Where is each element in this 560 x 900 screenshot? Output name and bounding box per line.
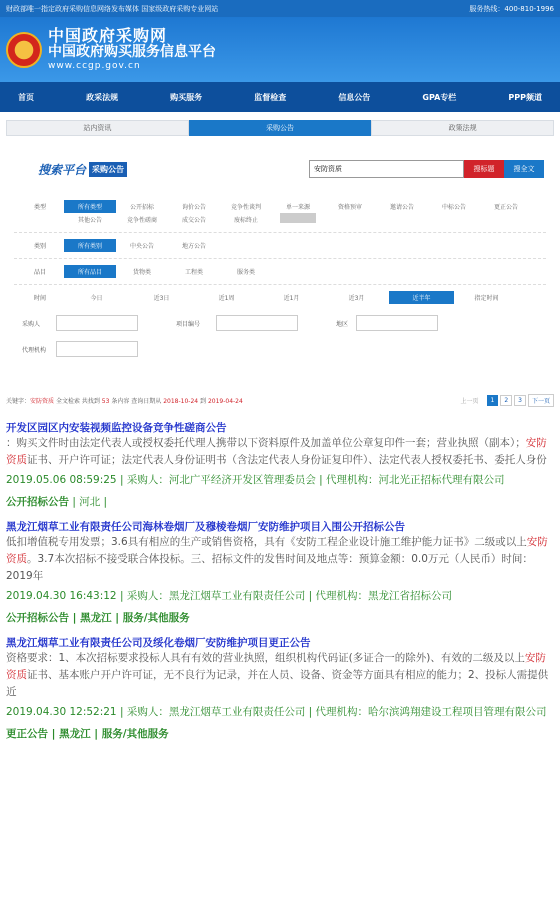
- kw-word: 安防资质: [30, 398, 55, 405]
- hotline: 服务热线：400-810-1996: [469, 4, 554, 13]
- kw-prefix: 关键字：: [6, 398, 31, 405]
- result-summary-text: ：购买文件时由法定代表人或授权委托代理人携带以下资料原件及加盖单位公章复印件一套；营业执照（副本）；安防资质证书、开户许可证；法定代表人身份证明书（含法定代表人身份证复印件）、法定代表人授权委托书、委托人身份: [6, 437, 547, 466]
- search-row: [38, 160, 560, 178]
- result-category: 公开招标公告 | 河北 |: [6, 496, 108, 508]
- type-option[interactable]: 竞争性谈判: [230, 204, 261, 211]
- result-list: [6, 421, 554, 744]
- filter-type-label: 类型: [34, 204, 47, 211]
- filter-inputs-row2: [22, 340, 560, 358]
- buyer-input[interactable]: [56, 315, 138, 331]
- result-meta: 2019.05.06 08:59:25 | 采购人：河北广平经济开发区管理委员会 | 代理机构：河北光正招标代理有限公司: [6, 474, 505, 486]
- list-item: [6, 636, 554, 744]
- tab-site-news[interactable]: 站内资讯: [6, 120, 189, 136]
- tab-procurement[interactable]: 采购公告: [189, 120, 372, 136]
- type-option[interactable]: 中标公告: [441, 204, 466, 211]
- site-subtitle: 中国政府购买服务信息平台: [48, 43, 216, 60]
- type-option-disabled: [280, 213, 316, 223]
- item-option[interactable]: 所有品目: [64, 265, 116, 278]
- top-info-left: 财政部唯一指定政府采购信息网络发布媒体 国家级政府采购专业网站: [6, 4, 219, 13]
- search-input[interactable]: [309, 160, 464, 178]
- main-nav: [0, 82, 560, 112]
- filter-category: [34, 239, 560, 252]
- page-1[interactable]: 1: [487, 395, 499, 406]
- result-summary: [6, 394, 554, 407]
- result-title-link[interactable]: 开发区园区内安装视频监控设备竞争性磋商公告: [6, 422, 227, 434]
- site-url: www.ccgp.gov.cn: [48, 61, 141, 72]
- item-option[interactable]: 工程类: [184, 269, 203, 276]
- agent-input[interactable]: [56, 341, 138, 357]
- time-option[interactable]: 近1月: [283, 295, 300, 302]
- item-option[interactable]: 服务类: [236, 269, 255, 276]
- type-option[interactable]: 废标终止: [233, 217, 258, 224]
- search-box: [309, 160, 544, 178]
- result-summary-text: 低扣增值税专用发票；3.6具有相应的生产或销售资格，具有《安防工程企业设计施工维护能力证书》二级或以上安防资质。3.7本次招标不接受联合体投标。三、招标文件的发售时间及地点等：预算金额：0.0万元（人民币）时间：2019年: [6, 536, 548, 582]
- divider: [14, 284, 546, 285]
- result-title-link[interactable]: 黑龙江烟草工业有限责任公司及绥化卷烟厂安防维护项目更正公告: [6, 637, 311, 649]
- nav-gpa[interactable]: GPA专栏: [422, 92, 457, 102]
- type-option[interactable]: 更正公告: [493, 204, 518, 211]
- site-title: 中国政府采购网: [48, 26, 168, 46]
- pagination: [460, 394, 554, 407]
- list-item: [6, 520, 554, 628]
- kw-to: 到: [200, 398, 207, 405]
- filter-type: [34, 200, 560, 226]
- page-3[interactable]: 3: [514, 395, 526, 406]
- nav-ppp[interactable]: PPP频道: [508, 92, 542, 102]
- project-number-input[interactable]: [216, 315, 298, 331]
- search-tabs: [6, 120, 554, 136]
- time-option[interactable]: 指定时间: [474, 295, 499, 302]
- buyer-label: 采购人: [22, 320, 41, 328]
- site-banner: [0, 17, 560, 82]
- date-to: 2019-04-24: [207, 398, 243, 405]
- list-item: [6, 421, 554, 512]
- search-fulltext-button[interactable]: 搜全文: [504, 160, 544, 178]
- filter-time: [34, 291, 560, 304]
- site-logo[interactable]: [48, 27, 216, 72]
- date-from: 2018-10-24: [163, 398, 199, 405]
- search-platform-logo: 搜索平台: [38, 162, 87, 177]
- result-count: 53: [101, 398, 110, 405]
- nav-home[interactable]: 首页: [18, 92, 34, 102]
- filter-time-label: 时间: [34, 295, 47, 302]
- agent-label: 代理机构: [22, 346, 47, 354]
- category-option[interactable]: 地方公告: [181, 243, 206, 250]
- type-option[interactable]: 资格预审: [337, 204, 362, 211]
- time-option[interactable]: 今日: [90, 295, 103, 302]
- nav-regulations[interactable]: 政采法规: [86, 92, 119, 102]
- result-category: 更正公告 | 黑龙江 | 服务/其他服务: [6, 728, 169, 740]
- time-option[interactable]: 近3月: [348, 295, 365, 302]
- tab-policy[interactable]: 政策法规: [371, 120, 554, 136]
- filter-item: [34, 265, 560, 278]
- filter-item-label: 品目: [34, 269, 47, 276]
- nav-supervision[interactable]: 监督检查: [254, 92, 287, 102]
- result-meta: 2019.04.30 16:43:12 | 采购人：黑龙江烟草工业有限责任公司 | 代理机构：黑龙江省招标公司: [6, 590, 453, 602]
- national-emblem-icon: [6, 32, 42, 68]
- time-option[interactable]: 近1周: [218, 295, 235, 302]
- type-option[interactable]: 邀请公告: [389, 204, 414, 211]
- filter-inputs-row1: [22, 314, 560, 332]
- page-2[interactable]: 2: [500, 395, 512, 406]
- prev-page[interactable]: 上一页: [460, 398, 479, 405]
- category-option[interactable]: 中央公告: [129, 243, 154, 250]
- search-platform-sub: 采购公告: [89, 162, 127, 177]
- category-option[interactable]: 所有类别: [64, 239, 116, 252]
- type-option[interactable]: 公开招标: [129, 204, 154, 211]
- time-option[interactable]: 近半年: [389, 291, 454, 304]
- type-option[interactable]: 单一来源: [285, 204, 310, 211]
- type-option[interactable]: 竞争性磋商: [126, 217, 157, 224]
- nav-announcements[interactable]: 信息公告: [338, 92, 371, 102]
- top-info-bar: [0, 0, 560, 17]
- region-select[interactable]: [356, 315, 438, 331]
- type-option[interactable]: 询价公告: [181, 204, 206, 211]
- divider: [14, 258, 546, 259]
- result-title-link[interactable]: 黑龙江烟草工业有限责任公司海林卷烟厂及穆棱卷烟厂安防维护项目入围公开招标公告: [6, 521, 405, 533]
- type-option[interactable]: 所有类型: [64, 200, 116, 213]
- divider: [14, 232, 546, 233]
- kw-mid2: 条内容 查询日期从: [111, 398, 162, 405]
- kw-mid: 全文检索 共找到: [55, 398, 100, 405]
- item-option[interactable]: 货物类: [132, 269, 151, 276]
- next-page[interactable]: 下一页: [528, 394, 554, 407]
- region-label: 地区: [336, 320, 349, 328]
- project-number-label: 项目编号: [176, 320, 201, 328]
- time-option[interactable]: 近3日: [153, 295, 170, 302]
- nav-purchase-service[interactable]: 购买服务: [170, 92, 203, 102]
- search-title-button[interactable]: 搜标题: [464, 160, 504, 178]
- result-meta: 2019.04.30 12:52:21 | 采购人：黑龙江烟草工业有限责任公司 | 代理机构：哈尔滨鸿翔建设工程项目管理有限公司: [6, 706, 547, 718]
- type-option[interactable]: 成交公告: [181, 217, 206, 224]
- result-summary-text: 资格要求：1、本次招标要求投标人具有有效的营业执照，组织机构代码证(多证合一的除外)、有效的二级及以上安防资质证书、基本账户开户许可证，无不良行为记录，并在人员、设备、资金等方面具有相应的能力；2、投标人需提供近: [6, 652, 549, 698]
- type-option[interactable]: 其他公告: [77, 217, 102, 224]
- result-category: 公开招标公告 | 黑龙江 | 服务/其他服务: [6, 612, 190, 624]
- filter-category-label: 类别: [34, 243, 47, 250]
